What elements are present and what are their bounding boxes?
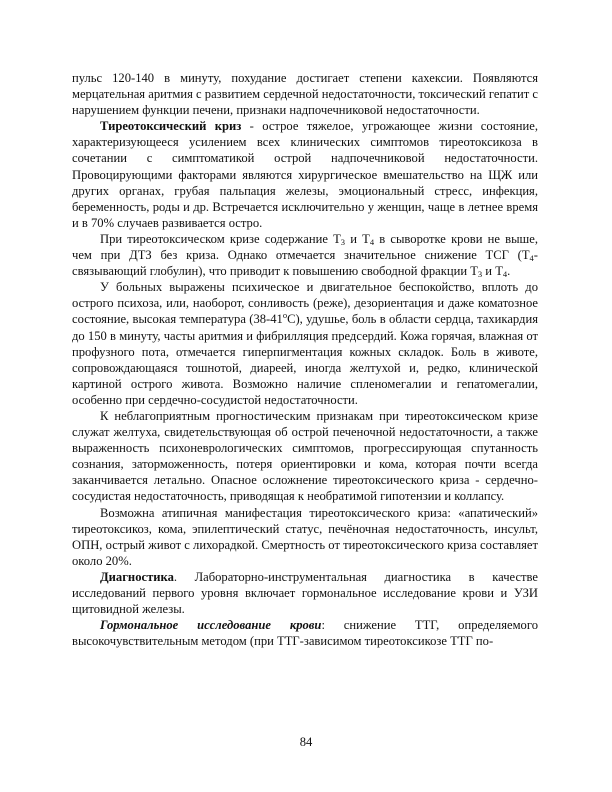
paragraph-atypical-manifestation — [72, 505, 538, 569]
text-fragment: в сыворотке крови не выше, чем при ДТЗ без криза. Однако отмечается значительное снижение ТСГ (Т — [72, 231, 538, 263]
subscript: 4 — [502, 269, 508, 280]
paragraph-prognosis — [72, 408, 538, 505]
paragraph-symptoms-continued — [72, 70, 538, 118]
text-fragment: и Т — [345, 231, 370, 246]
text-fragment: С), удушье, боль в области сердца, тахикардия до 150 в минуту, часты аритмия и фибрилляция предсердий. Кожа горячая, влажная от профузного пота, отмечается гиперпигментация кожных складок. Боль в животе, сопровождающаяся тошнотой, диареей, иногда желтухой и, редко, клинической картиной острого живота. Возможно наличие спленомегалии и гепатомегалии, особенно при сердечно-сосудистой недостаточности. — [72, 312, 538, 407]
paragraph-clinical-picture — [72, 279, 538, 408]
paragraph-text: К неблагоприятным прогностическим признакам при тиреотоксическом кризе служат желтуха, свидетельствующая об острой печеночной недостаточности, а также выраженность психоневрологических симптомов, прогрессирующая спутанность сознания, заторможенность, потеря ориентировки и кома, которая почти всегда заканчивается летально. Опасное осложнение тиреотоксического криза - сердечно-сосудистая недостаточность, приводящая к необратимой гипотензии и коллапсу. — [72, 408, 538, 504]
paragraph-text: : снижение ТТГ, определяемого высокочувствительным методом (при ТТГ-зависимом тиреотоксикозе ТТГ по- — [72, 618, 538, 649]
text-fragment: . — [507, 264, 511, 279]
subscript: 4 — [529, 253, 534, 264]
text-fragment: и Т — [482, 264, 503, 279]
subscript: 3 — [340, 236, 346, 247]
text-fragment: У больных выражены психическое и двигательное беспокойство, вплоть до острого психоза, или, наоборот, сонливость (реже), дезориентация и даже коматозное состояние, высокая температура (38-41 — [72, 280, 538, 327]
text-fragment: При тиреотоксическом кризе содержание Т — [100, 231, 341, 246]
term-diagnostics: Диагностика — [100, 569, 174, 584]
subscript: 4 — [369, 236, 375, 247]
paragraph-text: пульс 120-140 в минуту, похудание достигает степени кахексии. Появляются мерцательная аритмия с развитием сердечной недостаточности, токсический гепатит с нарушением функции печени, признаки надпочечниковой недостаточности. — [72, 71, 538, 118]
paragraph-text: - острое тяжелое, угрожающее жизни состояние, характеризующееся усилением всех клинических симптомов тиреотоксикоза в сочетании с симптоматикой острой надпочечниковой недостаточности. Провоцирующими факторами являются хирургическое вмешательство на ЩЖ или других органах, грубая пальпация железы, эмоциональный стресс, инфекция, беременность, роды и др. Встречается исключительно у женщин, чаще в летнее время и в 70% случаев развивается остро. — [72, 119, 538, 230]
term-hormonal-tests: Гормональное исследование крови — [100, 618, 322, 633]
paragraph-thyrotoxic-crisis-definition — [72, 118, 538, 231]
term-thyrotoxic-crisis: Тиреотоксический криз — [100, 119, 242, 134]
page-number: 84 — [299, 735, 313, 749]
paragraph-text: . Лабораторно-инструментальная диагностика в качестве исследований первого уровня включает гормональное исследование крови и УЗИ щитовидной железы. — [72, 569, 538, 617]
paragraph-diagnostics — [72, 569, 538, 617]
paragraph-hormonal-tests — [72, 617, 538, 649]
paragraph-text: Возможна атипичная манифестация тиреотоксического криза: «апатический» тиреотоксикоз, кома, эпилептический статус, печёночная недостаточность, инсульт, ОПН, острый живот с лихорадкой. Смертность от тиреотоксического криза составляет около 20%. — [72, 505, 538, 568]
subscript: 3 — [477, 269, 483, 280]
paragraph-hormone-levels — [72, 231, 538, 279]
document-page — [72, 70, 538, 649]
superscript-degree: о — [282, 310, 288, 321]
text-fragment: -связывающий глобулин), что приводит к повышению свободной фракции Т — [72, 248, 538, 279]
